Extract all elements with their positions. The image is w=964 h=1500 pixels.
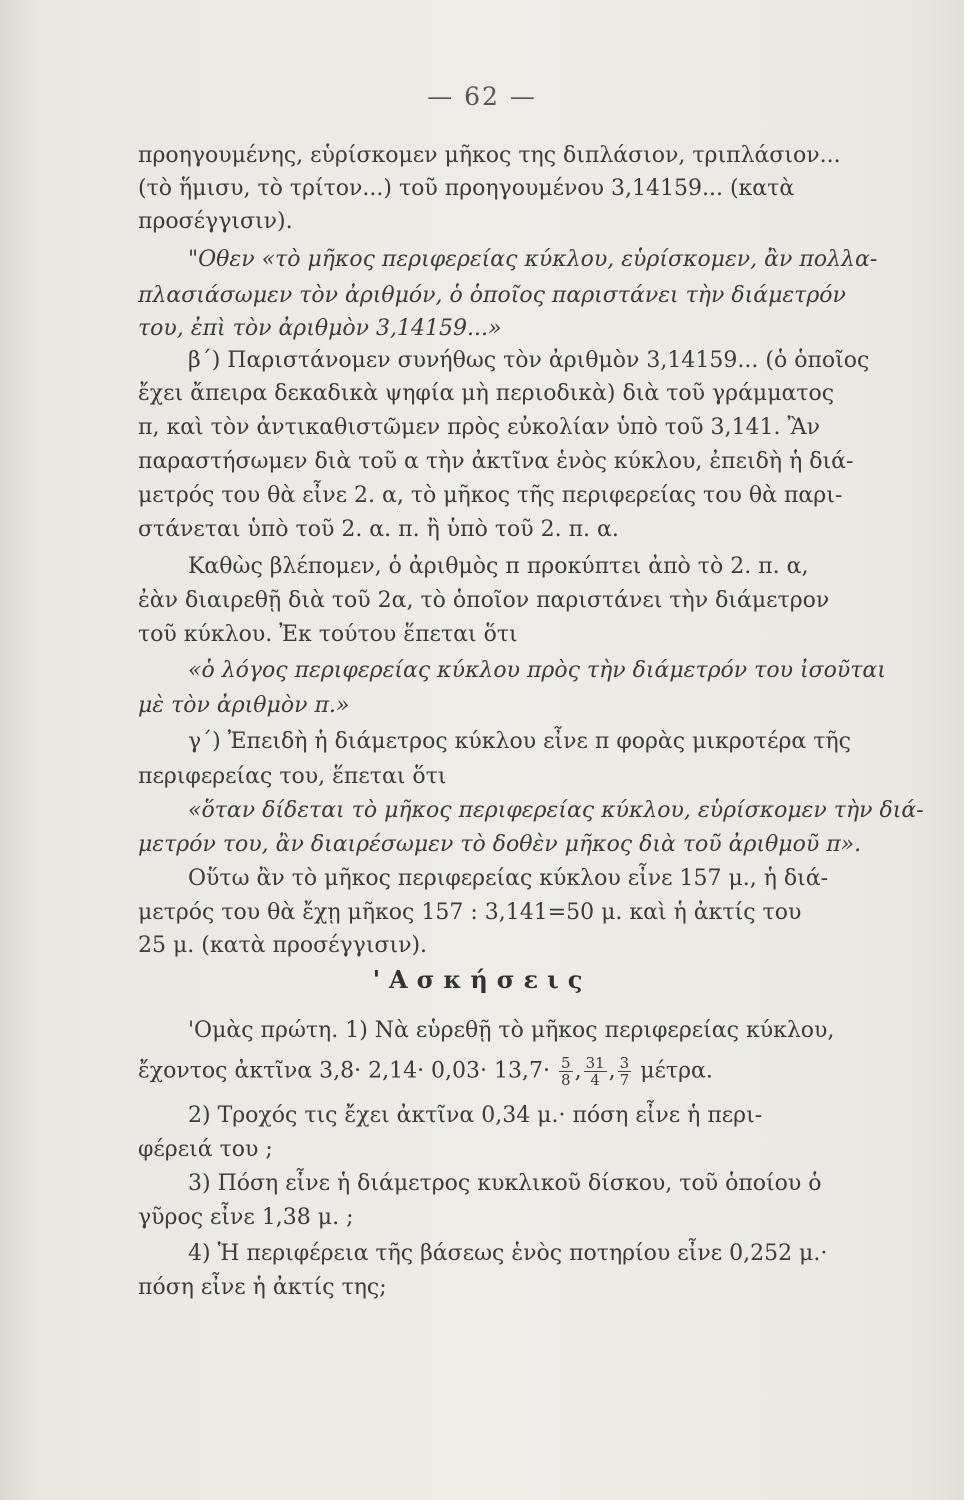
text-line: μὲ τὸν ἀριθμὸν π.» <box>138 693 350 718</box>
exercise-line: φέρειά του ; <box>138 1137 273 1162</box>
text-line: Οὕτω ἂν τὸ μῆκος περιφερείας κύκλου εἶνε 157 μ., ἡ διά- <box>188 866 829 891</box>
exercise-line: 2) Τροχός τις ἔχει ἀκτῖνα 0,34 μ.· πόση εἶνε ἡ περι- <box>188 1103 763 1128</box>
exercise-line: 4) Ἡ περιφέρεια τῆς βάσεως ἑνὸς ποτηρίου εἶνε 0,252 μ.· <box>188 1241 828 1266</box>
text-line: προσέγγισιν). <box>138 209 293 234</box>
text-line: ἔχει ἄπειρα δεκαδικὰ ψηφία μὴ περιοδικὰ) διὰ τοῦ γράμματος <box>138 381 835 406</box>
fraction: $\frac{31}{4}$ <box>585 1054 605 1089</box>
text-line: Καθὼς βλέπομεν, ὁ ἀριθμὸς π προκύπτει ἀπὸ τὸ 2. π. α, <box>188 554 809 579</box>
text-line: στάνεται ὑπὸ τοῦ 2. α. π. ἢ ὑπὸ τοῦ 2. π. α. <box>138 517 619 542</box>
exercise-line: γῦρος εἶνε 1,38 μ. ; <box>138 1205 354 1230</box>
text-line: μετρόν του, ἂν διαιρέσωμεν τὸ δοθὲν μῆκος διὰ τοῦ ἀριθμοῦ π». <box>138 832 862 857</box>
text-line: «ὁ λόγος περιφερείας κύκλου πρὸς τὴν διάμετρόν του ἰσοῦται <box>188 658 886 683</box>
text-line: τοῦ κύκλου. Ἐκ τούτου ἕπεται ὅτι <box>138 622 518 647</box>
page-number: — 62 — <box>427 82 537 111</box>
text-line: παραστήσωμεν διὰ τοῦ α τὴν ἀκτῖνα ἑνὸς κύκλου, ἐπειδὴ ἡ διά- <box>138 449 854 474</box>
text-line: του, ἐπὶ τὸν ἀριθμὸν 3,14159...» <box>138 316 502 341</box>
fraction: $\frac{5}{8}$ <box>561 1054 571 1089</box>
fraction-list: $\frac{5}{8}$ , $\frac{31}{4}$ , $\frac{3}{7}$ <box>561 1054 630 1089</box>
text-line: πλασιάσωμεν τὸν ἀριθμόν, ὁ ὁποῖος παριστάνει τὴν διάμετρόν <box>138 283 846 308</box>
exercise-text: μέτρα. <box>640 1058 713 1084</box>
fraction: $\frac{3}{7}$ <box>619 1054 630 1089</box>
text-line: "Οθεν «τὸ μῆκος περιφερείας κύκλου, εὑρίσκομεν, ἂν πολλα- <box>188 247 878 272</box>
text-line: μετρός του θὰ ἔχῃ μῆκος 157 : 3,141=50 μ. καὶ ἡ ἀκτίς του <box>138 900 802 925</box>
text-line: περιφερείας του, ἕπεται ὅτι <box>138 764 447 789</box>
exercises-heading: 'Ασκήσεις <box>372 965 592 994</box>
text-line: γ΄) Ἐπειδὴ ἡ διάμετρος κύκλου εἶνε π φορὰς μικροτέρα τῆς <box>188 729 851 754</box>
exercise-line: 'Ομὰς πρώτη. 1) Νὰ εὑρεθῇ τὸ μῆκος περιφερείας κύκλου, <box>188 1018 835 1043</box>
text-line: (τὸ ἥμισυ, τὸ τρίτον...) τοῦ προηγουμένου 3,14159... (κατὰ <box>138 176 795 201</box>
text-line: ἐὰν διαιρεθῇ διὰ τοῦ 2α, τὸ ὁποῖον παριστάνει τὴν διάμετρον <box>138 588 830 613</box>
text-line: β΄) Παριστάνομεν συνήθως τὸν ἀριθμὸν 3,14159... (ὁ ὁποῖος <box>188 348 870 373</box>
exercise-line: πόση εἶνε ἡ ἀκτίς της; <box>138 1275 387 1300</box>
text-line: προηγουμένης, εὑρίσκομεν μῆκος της διπλάσιον, τριπλάσιον... <box>138 143 841 168</box>
text-line: μετρός του θὰ εἶνε 2. α, τὸ μῆκος τῆς περιφερείας του θὰ παρι- <box>138 483 843 508</box>
text-line: π, καὶ τὸν ἀντικαθιστῶμεν πρὸς εὐκολίαν ὑπὸ τοῦ 3,141. Ἂν <box>138 415 820 440</box>
exercise-text: ἔχοντος ἀκτῖνα 3,8· 2,14· 0,03· 13,7· <box>138 1058 551 1084</box>
exercise-line-fractions <box>138 1055 858 1088</box>
text-line: «ὅταν δίδεται τὸ μῆκος περιφερείας κύκλου, εὑρίσκομεν τὴν διά- <box>188 798 924 823</box>
exercise-line: 3) Πόση εἶνε ἡ διάμετρος κυκλικοῦ δίσκου, τοῦ ὁποίου ὁ <box>188 1171 822 1196</box>
text-line: 25 μ. (κατὰ προσέγγισιν). <box>138 933 428 958</box>
